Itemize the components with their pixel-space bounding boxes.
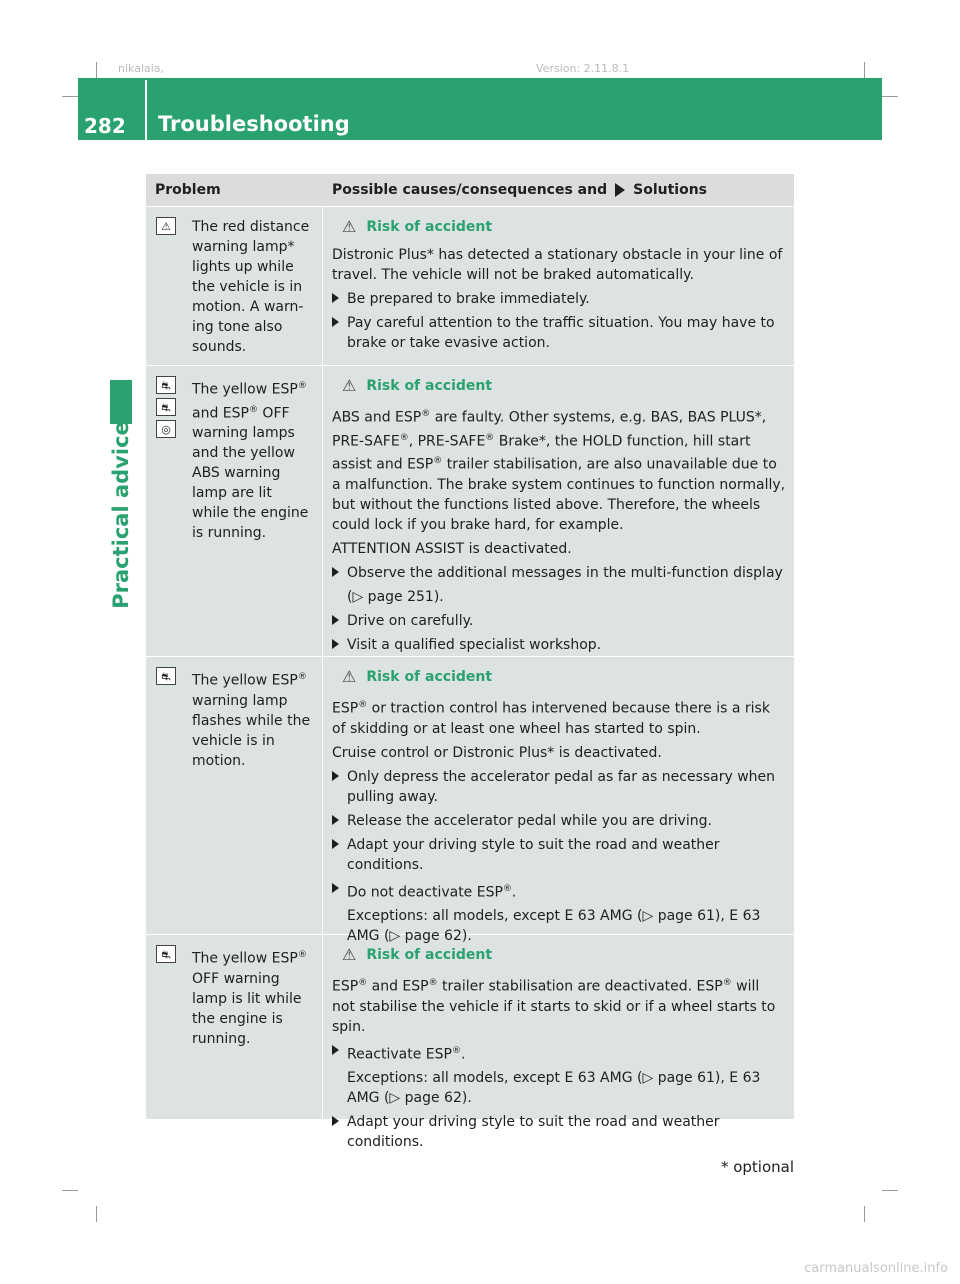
paragraph: [332, 695, 786, 739]
step: [332, 1112, 786, 1152]
problem-cell: [146, 207, 323, 365]
para-part: ABS and ESP: [332, 409, 422, 426]
step-text: Visit a qualified specialist workshop.: [347, 636, 602, 653]
table-header: [146, 173, 794, 206]
step: [332, 879, 786, 903]
step-text: Adapt your driving style to suit the road and weather conditions.: [347, 1114, 720, 1151]
table-row: [146, 365, 794, 656]
para-part: ESP: [332, 978, 359, 995]
warning-triangle-icon: ⚠: [342, 667, 357, 686]
abs-icon: ◎: [156, 420, 176, 438]
step-text: Release the accelerator pedal while you are driving.: [347, 812, 712, 829]
step-arrow-icon: [332, 293, 339, 303]
step-text-part: .: [511, 884, 517, 901]
problem-cell: [146, 657, 323, 934]
step: [332, 635, 786, 655]
step-text: [347, 879, 516, 903]
step-arrow-icon: [332, 1045, 339, 1055]
problem-text-part: and ESP: [192, 405, 249, 422]
reg-mark: ®: [358, 978, 368, 988]
col-causes: [323, 182, 794, 198]
step: [332, 563, 786, 583]
reg-mark: ®: [722, 978, 732, 988]
para-part: , PRE-SAFE: [408, 433, 486, 450]
step-text: [347, 1041, 465, 1065]
esp-icon: ⛐: [156, 667, 176, 685]
para-part: and ESP: [367, 978, 429, 995]
step: [332, 835, 786, 875]
solution-cell: [323, 657, 794, 945]
page-number: 282: [84, 114, 126, 138]
risk-heading: [332, 217, 786, 237]
troubleshooting-table: [146, 173, 794, 1151]
step-arrow-icon: [332, 815, 339, 825]
side-tab-label: Practical advice: [109, 421, 133, 609]
footnote: * optional: [720, 1158, 794, 1176]
problem-text-part: The yellow ESP: [192, 672, 298, 689]
col-solutions-label: Solutions: [633, 182, 708, 198]
risk-label: Risk of accident: [366, 947, 493, 963]
step-text-part: .: [460, 1046, 466, 1063]
reg-mark: ®: [248, 404, 258, 415]
problem-text-part: OFF warning lamp is lit while the engine is running.: [192, 970, 302, 1047]
problem-text-part: The yellow ESP: [192, 381, 298, 398]
col-causes-label: Possible causes/consequences and: [332, 182, 608, 198]
step: [332, 289, 786, 309]
step-text: Be prepared to brake immediately.: [347, 291, 590, 307]
step-arrow-icon: [332, 839, 339, 849]
para-part: ESP: [332, 700, 359, 717]
problem-text: The red distance warning lamp* lights up while the vehicle is in motion. A warn-ing tone also sounds.: [192, 219, 310, 355]
header-meta-left: nikalaia,: [118, 62, 165, 75]
paragraph: Cruise control or Distronic Plus* is deactivated.: [332, 744, 662, 761]
step: [332, 313, 786, 353]
reg-mark: ®: [451, 1045, 461, 1056]
paragraph: [332, 404, 786, 535]
reg-mark: ®: [297, 950, 307, 960]
esp-off-icon: ⛐: [156, 945, 176, 963]
page-title: Troubleshooting: [158, 112, 350, 136]
distance-warning-icon: ⚠: [156, 217, 176, 235]
risk-heading: [332, 376, 786, 396]
step-arrow-icon: [332, 317, 339, 327]
header-divider: [145, 80, 147, 140]
para-part: trailer stabilisation, are also unavailable due to a malfunction. The brake system continues to function normally, but without the functions listed above. Therefore, the wheels could lock if you brake hard, for example.: [332, 456, 786, 533]
step: [332, 767, 786, 807]
problem-text-part: The yellow ESP: [192, 950, 298, 967]
paragraph: Distronic Plus* has detected a stationary obstacle in your line of travel. The vehicle will not be braked automatically.: [332, 247, 783, 283]
col-problem: Problem: [155, 182, 221, 198]
paragraph: ATTENTION ASSIST is deactivated.: [332, 540, 572, 557]
step-continuation: Exceptions: all models, except E 63 AMG (▷ page 61), E 63 AMG (▷ page 62).: [347, 908, 761, 945]
problem-cell: [146, 935, 323, 1119]
step-arrow-icon: [332, 771, 339, 781]
step-text: Adapt your driving style to suit the road and weather conditions.: [347, 836, 720, 873]
warning-triangle-icon: ⚠: [342, 376, 357, 395]
step-text-part: Do not deactivate ESP: [347, 884, 503, 901]
problem-cell: [146, 366, 323, 656]
risk-label: Risk of accident: [366, 219, 493, 235]
table-row: [146, 934, 794, 1151]
reg-mark: ®: [485, 432, 495, 443]
para-part: trailer stabilisation are deactivated. ESP: [437, 978, 723, 995]
step-text-part: Reactivate ESP: [347, 1046, 452, 1063]
solution-cell: [323, 366, 794, 656]
solution-cell: [323, 935, 794, 1151]
para-part: are faulty. Other systems, e.g. BAS, BAS PLUS*, PRE-SAFE: [332, 409, 767, 450]
problem-text-part: warning lamp flashes while the vehicle is in motion.: [192, 692, 311, 769]
risk-heading: [332, 945, 786, 965]
reg-mark: ®: [502, 883, 512, 894]
step-text: Drive on carefully.: [347, 612, 474, 629]
step-arrow-icon: [332, 639, 339, 649]
side-tab-marker: [110, 380, 132, 424]
step-arrow-icon: [332, 1116, 339, 1126]
step-text: Only depress the accelerator pedal as far as necessary when pulling away.: [347, 768, 776, 805]
problem-text: [192, 945, 312, 1119]
problem-text-part: OFF warning lamps and the yellow ABS warning lamp are lit while the engine is running.: [192, 405, 309, 542]
reg-mark: ®: [421, 409, 431, 419]
step-continuation: (▷ page 251).: [347, 588, 444, 605]
solution-cell: [323, 207, 794, 365]
para-part: or traction control has intervened because there is a risk of skidding or at least one wheel has started to spin.: [332, 700, 770, 737]
header-meta-right: Version: 2.11.8.1: [536, 62, 630, 75]
para-part: will not stabilise the vehicle if it starts to skid or if a wheel starts to spin.: [332, 978, 776, 1035]
step-continuation: Exceptions: all models, except E 63 AMG (▷ page 61), E 63 AMG (▷ page 62).: [347, 1070, 761, 1107]
table-row: [146, 206, 794, 365]
step-text: Observe the additional messages in the multi-function display: [347, 564, 783, 581]
arrow-icon: [615, 183, 625, 197]
step: [332, 1041, 786, 1065]
esp-off-icon: ⛐: [156, 398, 176, 416]
paragraph: [332, 973, 786, 1037]
problem-text: [192, 376, 312, 656]
reg-mark: ®: [428, 978, 438, 988]
step-text: Pay careful attention to the traffic situation. You may have to brake or take evasive action.: [347, 315, 775, 351]
risk-label: Risk of accident: [366, 378, 493, 394]
risk-label: Risk of accident: [366, 669, 493, 685]
step: [332, 811, 786, 831]
esp-icon: ⛐: [156, 376, 176, 394]
watermark: carmanualsonline.info: [804, 1261, 948, 1276]
step-arrow-icon: [332, 615, 339, 625]
table-row: [146, 656, 794, 945]
reg-mark: ®: [358, 700, 368, 710]
problem-text: [192, 667, 312, 934]
warning-triangle-icon: ⚠: [342, 217, 357, 236]
risk-heading: [332, 667, 786, 687]
step-arrow-icon: [332, 883, 339, 893]
warning-triangle-icon: ⚠: [342, 945, 357, 964]
reg-mark: ®: [433, 456, 443, 467]
reg-mark: ®: [399, 432, 409, 443]
step-arrow-icon: [332, 567, 339, 577]
reg-mark: ®: [297, 381, 307, 391]
para-part: Brake*, the HOLD function, hill start assist and ESP: [332, 433, 751, 473]
reg-mark: ®: [297, 672, 307, 682]
step: [332, 611, 786, 631]
